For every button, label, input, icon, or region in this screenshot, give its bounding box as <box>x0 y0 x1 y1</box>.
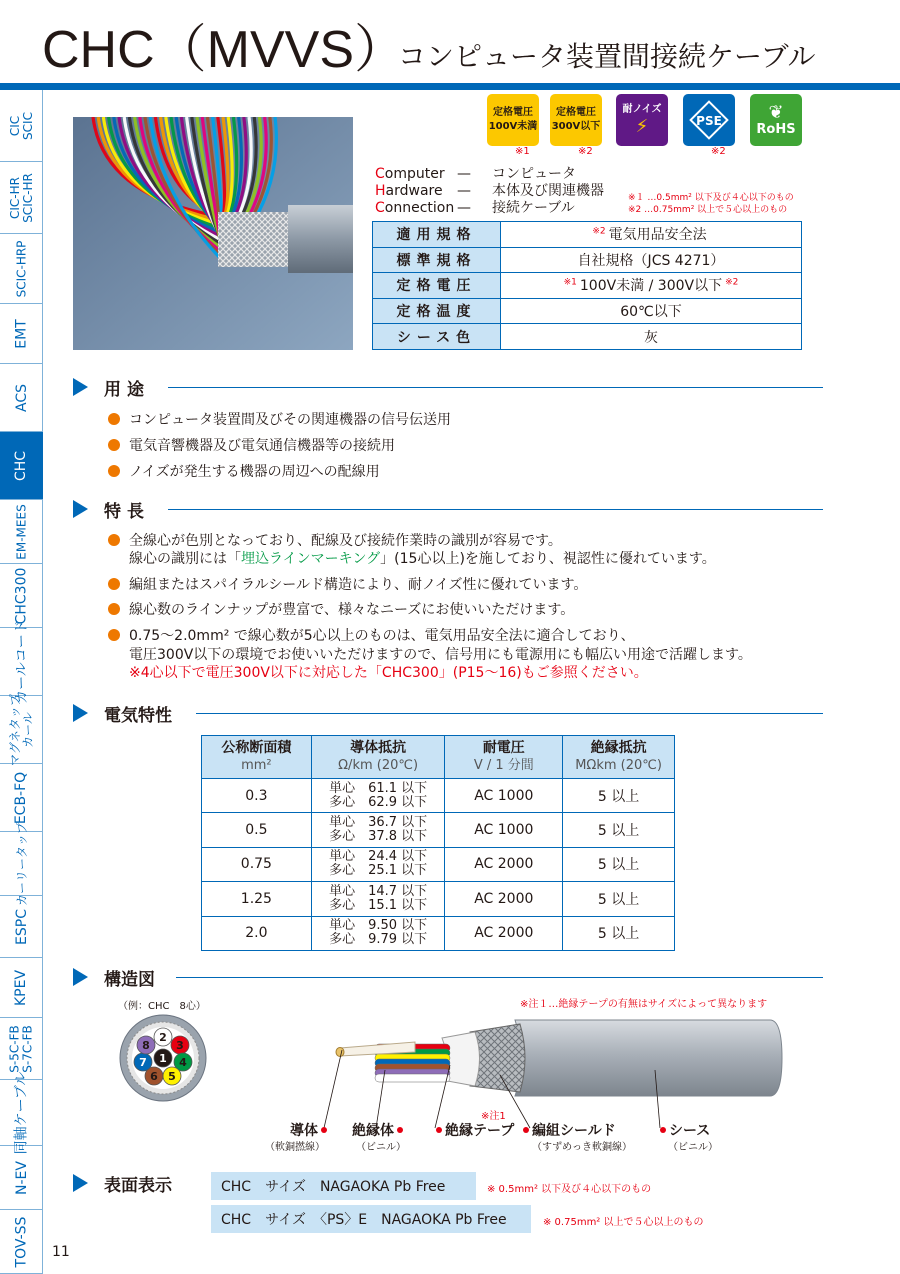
footnote-1: ※１ …0.5mm² 以下及び４心以下のもの <box>628 193 794 203</box>
line-marking-highlight: 埋込ラインマーキング <box>241 551 381 567</box>
surface-display-note: ※ 0.5mm² 以下及び４心以下のもの <box>487 1184 652 1195</box>
usage-item <box>108 412 451 429</box>
header-unit: Ω/km (20℃) <box>338 758 419 773</box>
voltage-cell: AC 1000 <box>445 813 563 847</box>
chc300-reference-note: ※4心以下で電圧300V以下に対応した「CHC300」(P15～16)もご参照ください。 <box>129 665 648 681</box>
acronym-dash: — <box>457 200 471 216</box>
sidebar-tab[interactable] <box>0 234 43 304</box>
surface-display-note: ※ 0.75mm² 以上で５心以上のもの <box>543 1217 704 1228</box>
bullet-dot-icon <box>108 578 120 590</box>
acronym-dash: — <box>457 183 471 199</box>
header-rule <box>0 83 900 90</box>
structure-part-label <box>657 1120 710 1140</box>
usage-text: 電気音響機器及び電気通信機器等の接続用 <box>129 438 395 454</box>
noise-label: 耐ノイズ <box>622 104 662 115</box>
cable-photo-illustration <box>73 117 353 350</box>
badge-note: ※2 <box>578 146 593 157</box>
resistance-cell <box>311 916 445 950</box>
insulation-cell: 5 以上 <box>563 882 675 916</box>
usage-item <box>108 438 395 455</box>
voltage-cell: AC 2000 <box>445 882 563 916</box>
usage-rule <box>168 387 823 388</box>
spec-row <box>373 247 802 273</box>
electrical-heading <box>73 700 172 726</box>
insulation-cell: 5 以上 <box>563 813 675 847</box>
rohs-label: RoHS <box>756 122 796 137</box>
area-cell: 2.0 <box>202 916 312 950</box>
cross-section-diagram <box>118 1013 208 1103</box>
spec-value-cell <box>501 324 802 350</box>
badge-note: ※1 <box>515 146 530 157</box>
area-cell: 0.5 <box>202 813 312 847</box>
pse-diamond-icon <box>687 98 731 142</box>
structure-note: ※注１…絶縁テープの有無はサイズによって異なります <box>520 999 768 1010</box>
acronym-letter: C <box>375 166 385 182</box>
voltage-cell: AC 2000 <box>445 916 563 950</box>
badge-note: ※2 <box>711 146 726 157</box>
spec-value: 電気用品安全法 <box>608 227 707 244</box>
sidebar-tab-label: カーリータップ <box>14 821 29 906</box>
spec-key: 適用規格 <box>373 222 501 248</box>
usage-title: 用途 <box>104 379 150 400</box>
sidebar-tab[interactable] <box>0 304 43 364</box>
electrical-header <box>563 736 675 779</box>
sidebar-tab-label: マグネタップ カール <box>7 693 35 766</box>
header-unit: mm² <box>241 758 272 773</box>
leader-dot-icon <box>660 1127 666 1133</box>
sidebar-tab[interactable] <box>0 90 43 162</box>
single-core-resistance: 単心 14.7 以下 <box>329 883 428 899</box>
area-cell: 0.3 <box>202 779 312 813</box>
sidebar-tab-label: CHC <box>13 450 30 481</box>
header-main: 導体抵抗 <box>350 740 407 756</box>
lightning-icon: ⚡ <box>635 116 649 137</box>
features-heading <box>73 496 150 522</box>
core-number: 8 <box>142 1039 150 1052</box>
cable-photo <box>73 117 353 350</box>
electrical-rule <box>196 713 823 714</box>
feature-item-continued: 電圧300V以下の環境でお使いいただけますので、信号用にも電源用にも幅広い用途で活躍します。 <box>129 647 752 663</box>
spec-row <box>373 222 802 248</box>
resistance-cell <box>311 847 445 881</box>
header-unit: V / 1 分間 <box>473 758 534 773</box>
header-main: 公称断面積 <box>221 740 292 756</box>
surface-heading <box>73 1170 172 1196</box>
page-number: 11 <box>52 1244 70 1260</box>
sidebar-tab-label: EMT <box>13 318 30 349</box>
structure-rule <box>176 977 823 978</box>
sidebar-tab[interactable] <box>0 896 43 958</box>
section-arrow-icon <box>73 378 88 396</box>
electrical-header <box>202 736 312 779</box>
single-core-resistance: 単心 9.50 以下 <box>329 918 428 934</box>
part-material: （ビニル） <box>668 1142 718 1153</box>
part-name: 導体 <box>290 1123 318 1139</box>
core-number: 2 <box>159 1031 167 1044</box>
sidebar-tab-label: TOV-SS <box>13 1216 30 1267</box>
resistance-cell <box>311 779 445 813</box>
single-core-resistance: 単心 24.4 以下 <box>329 849 428 865</box>
features-rule <box>168 509 823 510</box>
insulation-cell: 5 以上 <box>563 916 675 950</box>
spec-value: 60℃以下 <box>620 304 682 321</box>
structure-title: 構造図 <box>104 969 155 990</box>
single-core-resistance: 単心 36.7 以下 <box>329 815 428 831</box>
sidebar-tab-label: SCIC-HRP <box>14 240 29 297</box>
bullet-dot-icon <box>108 413 120 425</box>
resistance-cell <box>311 882 445 916</box>
sidebar-tab-label: EM-MEES <box>14 503 29 560</box>
sidebar-tab[interactable] <box>0 1146 43 1210</box>
spec-value: 灰 <box>644 329 658 346</box>
sidebar-tab[interactable] <box>0 693 43 766</box>
spec-note-pre: ※1 <box>563 277 577 288</box>
tape-note-marker: ※注1 <box>481 1111 506 1122</box>
core-number: 5 <box>168 1070 176 1083</box>
acronym-rest: onnection <box>384 200 455 216</box>
part-name: 編組シールド <box>532 1123 616 1139</box>
sidebar-tab-label: CIC-HR SCIC-HR <box>7 172 35 223</box>
features-title: 特長 <box>104 501 150 522</box>
section-arrow-icon <box>73 1174 88 1192</box>
sidebar-tab[interactable] <box>0 821 43 906</box>
electrical-title: 電気特性 <box>104 705 172 726</box>
part-material: （軟銅撚線） <box>265 1142 325 1153</box>
spec-row <box>373 324 802 350</box>
electrical-header <box>445 736 563 779</box>
sidebar-tab-label: ACS <box>13 383 30 412</box>
multi-core-resistance: 多心 15.1 以下 <box>329 897 428 913</box>
leader-dot-icon <box>321 1127 327 1133</box>
spec-key: 定格温度 <box>373 298 501 324</box>
structure-part-label <box>520 1120 616 1140</box>
spec-value-cell <box>501 222 802 248</box>
footnote-2: ※2 …0.75mm² 以上で５心以上のもの <box>628 205 788 215</box>
sidebar-tab-label: ECB-FQ <box>13 771 30 824</box>
core-number: 7 <box>139 1056 147 1069</box>
spec-note-pre: ※2 <box>592 226 606 237</box>
acronym-meaning: 接続ケーブル <box>492 200 575 216</box>
core-number: 4 <box>179 1056 187 1069</box>
multi-core-resistance: 多心 9.79 以下 <box>329 932 428 948</box>
insulation-cell: 5 以上 <box>563 847 675 881</box>
badge <box>550 94 602 146</box>
acronym-letter: H <box>375 183 386 199</box>
spec-table <box>372 221 802 350</box>
spec-value: 自社規格（JCS 4271） <box>577 252 725 269</box>
spec-value-cell <box>501 247 802 273</box>
acronym-word <box>375 200 454 217</box>
badge-line1: 定格電圧 <box>556 107 596 118</box>
spec-value-cell <box>501 273 802 299</box>
sidebar-tab-label: ESPC <box>13 908 30 945</box>
electrical-row <box>202 882 675 916</box>
page-title: CHC（MVVS） <box>42 21 407 79</box>
part-name: 絶縁テープ <box>445 1123 515 1139</box>
part-name: シース <box>669 1123 711 1139</box>
spec-key: 標準規格 <box>373 247 501 273</box>
surface-display-box: CHC サイズ NAGAOKA Pb Free <box>211 1172 476 1200</box>
usage-text: ノイズが発生する機器の周辺への配線用 <box>129 464 380 480</box>
sidebar-tab-label: CIC SCIC <box>7 111 35 140</box>
bullet-dot-icon <box>108 603 120 615</box>
spec-row <box>373 298 802 324</box>
badge <box>487 94 539 146</box>
bullet-dot-icon <box>108 629 120 641</box>
sidebar-tab[interactable] <box>0 1210 43 1274</box>
acronym-meaning: コンピュータ <box>492 166 576 182</box>
acronym-dash: — <box>457 166 471 182</box>
section-arrow-icon <box>73 968 88 986</box>
part-material: （すずめっき軟銅線） <box>532 1142 632 1153</box>
acronym-meaning: 本体及び関連機器 <box>492 183 604 199</box>
bullet-dot-icon <box>108 534 120 546</box>
usage-heading <box>73 374 150 400</box>
part-name: 絶縁体 <box>352 1123 394 1139</box>
spec-value: 100V未満 / 300V以下 <box>579 278 723 295</box>
header-unit: MΩkm (20℃) <box>575 758 662 773</box>
sidebar <box>0 90 43 1274</box>
structure-heading <box>73 964 155 990</box>
insulation-cell: 5 以上 <box>563 779 675 813</box>
voltage-cell: AC 1000 <box>445 779 563 813</box>
structure-part-label <box>352 1120 406 1140</box>
electrical-table <box>201 735 675 951</box>
electrical-row <box>202 779 675 813</box>
core-number: 6 <box>150 1070 158 1083</box>
feature-item: 全線心が色別となっており、配線及び接続作業時の識別が容易です。 <box>108 533 562 550</box>
feature-item: 線心数のラインナップが豊富で、様々なニーズにお使いいただけます。 <box>108 602 574 619</box>
acronym-rest: ardware <box>385 183 443 199</box>
multi-core-resistance: 多心 25.1 以下 <box>329 863 428 879</box>
leaf-icon: ❦ <box>768 102 784 123</box>
spec-value-cell <box>501 298 802 324</box>
acronym-rest: omputer <box>384 166 445 182</box>
sidebar-tab-label: カールコード <box>13 619 30 704</box>
spec-row <box>373 273 802 299</box>
sidebar-tab-label: CHC300 <box>13 567 30 624</box>
badge-line2: 100V未満 <box>488 121 538 132</box>
leader-dot-icon <box>523 1127 529 1133</box>
sidebar-tab[interactable] <box>0 364 43 432</box>
feature-item-continued: 線心の識別には「埋込ラインマーキング」(15心以上)を施しており、視認性に優れています。 <box>129 551 716 567</box>
usage-text: コンピュータ装置間及びその関連機器の信号伝送用 <box>129 412 451 428</box>
sidebar-tab[interactable] <box>0 1071 43 1154</box>
structure-example-label: （例：CHC 8心） <box>118 1001 206 1012</box>
sidebar-tab-label: N-EV <box>13 1160 30 1195</box>
spec-key: 定格電圧 <box>373 273 501 299</box>
leader-dot-icon <box>397 1127 403 1133</box>
bullet-dot-icon <box>108 465 120 477</box>
section-arrow-icon <box>73 500 88 518</box>
sidebar-tab-label: S-5C-FB S-7C-FB <box>7 1024 35 1073</box>
core-number: 3 <box>176 1039 184 1052</box>
badge-line1: 定格電圧 <box>493 107 533 118</box>
feature-item: 編組またはスパイラルシールド構造により、耐ノイズ性に優れています。 <box>108 577 587 594</box>
acronym-word <box>375 183 443 200</box>
sidebar-tab-label: KPEV <box>13 969 30 1006</box>
surface-title: 表面表示 <box>104 1175 172 1196</box>
usage-item <box>108 464 380 481</box>
electrical-header <box>311 736 445 779</box>
structure-part-label <box>290 1120 330 1140</box>
badge <box>683 94 735 146</box>
electrical-row <box>202 813 675 847</box>
feature-item: 0.75～2.0mm² で線心数が5心以上のものは、電気用品安全法に適合しており、 <box>108 628 635 645</box>
sidebar-tab[interactable] <box>0 432 43 500</box>
multi-core-resistance: 多心 62.9 以下 <box>329 794 428 810</box>
section-arrow-icon <box>73 704 88 722</box>
sidebar-tab[interactable] <box>0 958 43 1018</box>
badge-line2: 300V以下 <box>551 121 601 132</box>
sidebar-tab[interactable] <box>0 500 43 564</box>
structure-part-label <box>433 1120 514 1140</box>
resistance-cell <box>311 813 445 847</box>
spec-key: シース色 <box>373 324 501 350</box>
electrical-row <box>202 916 675 950</box>
badge <box>750 94 802 146</box>
header-main: 耐電圧 <box>482 740 525 756</box>
surface-display-box: CHC サイズ 〈PS〉E NAGAOKA Pb Free <box>211 1205 531 1233</box>
area-cell: 0.75 <box>202 847 312 881</box>
area-cell: 1.25 <box>202 882 312 916</box>
electrical-row <box>202 847 675 881</box>
pse-label: PSE <box>696 114 722 128</box>
header-main: 絶縁抵抗 <box>590 740 647 756</box>
bullet-dot-icon <box>108 439 120 451</box>
multi-core-resistance: 多心 37.8 以下 <box>329 829 428 845</box>
sidebar-tab[interactable] <box>0 162 43 234</box>
acronym-letter: C <box>375 200 385 216</box>
acronym-word <box>375 166 445 183</box>
core-number: 1 <box>159 1052 167 1065</box>
sidebar-tab[interactable] <box>0 564 43 628</box>
sidebar-tab-label: 同軸ケーブル <box>13 1071 30 1154</box>
leader-dot-icon <box>436 1127 442 1133</box>
badge <box>616 94 668 146</box>
voltage-cell: AC 2000 <box>445 847 563 881</box>
page-subtitle: コンピュータ装置間接続ケーブル <box>398 40 816 73</box>
part-material: （ビニル） <box>356 1142 406 1153</box>
sidebar-tab[interactable] <box>0 619 43 704</box>
spec-note-post: ※2 <box>725 277 739 288</box>
single-core-resistance: 単心 61.1 以下 <box>329 780 428 796</box>
